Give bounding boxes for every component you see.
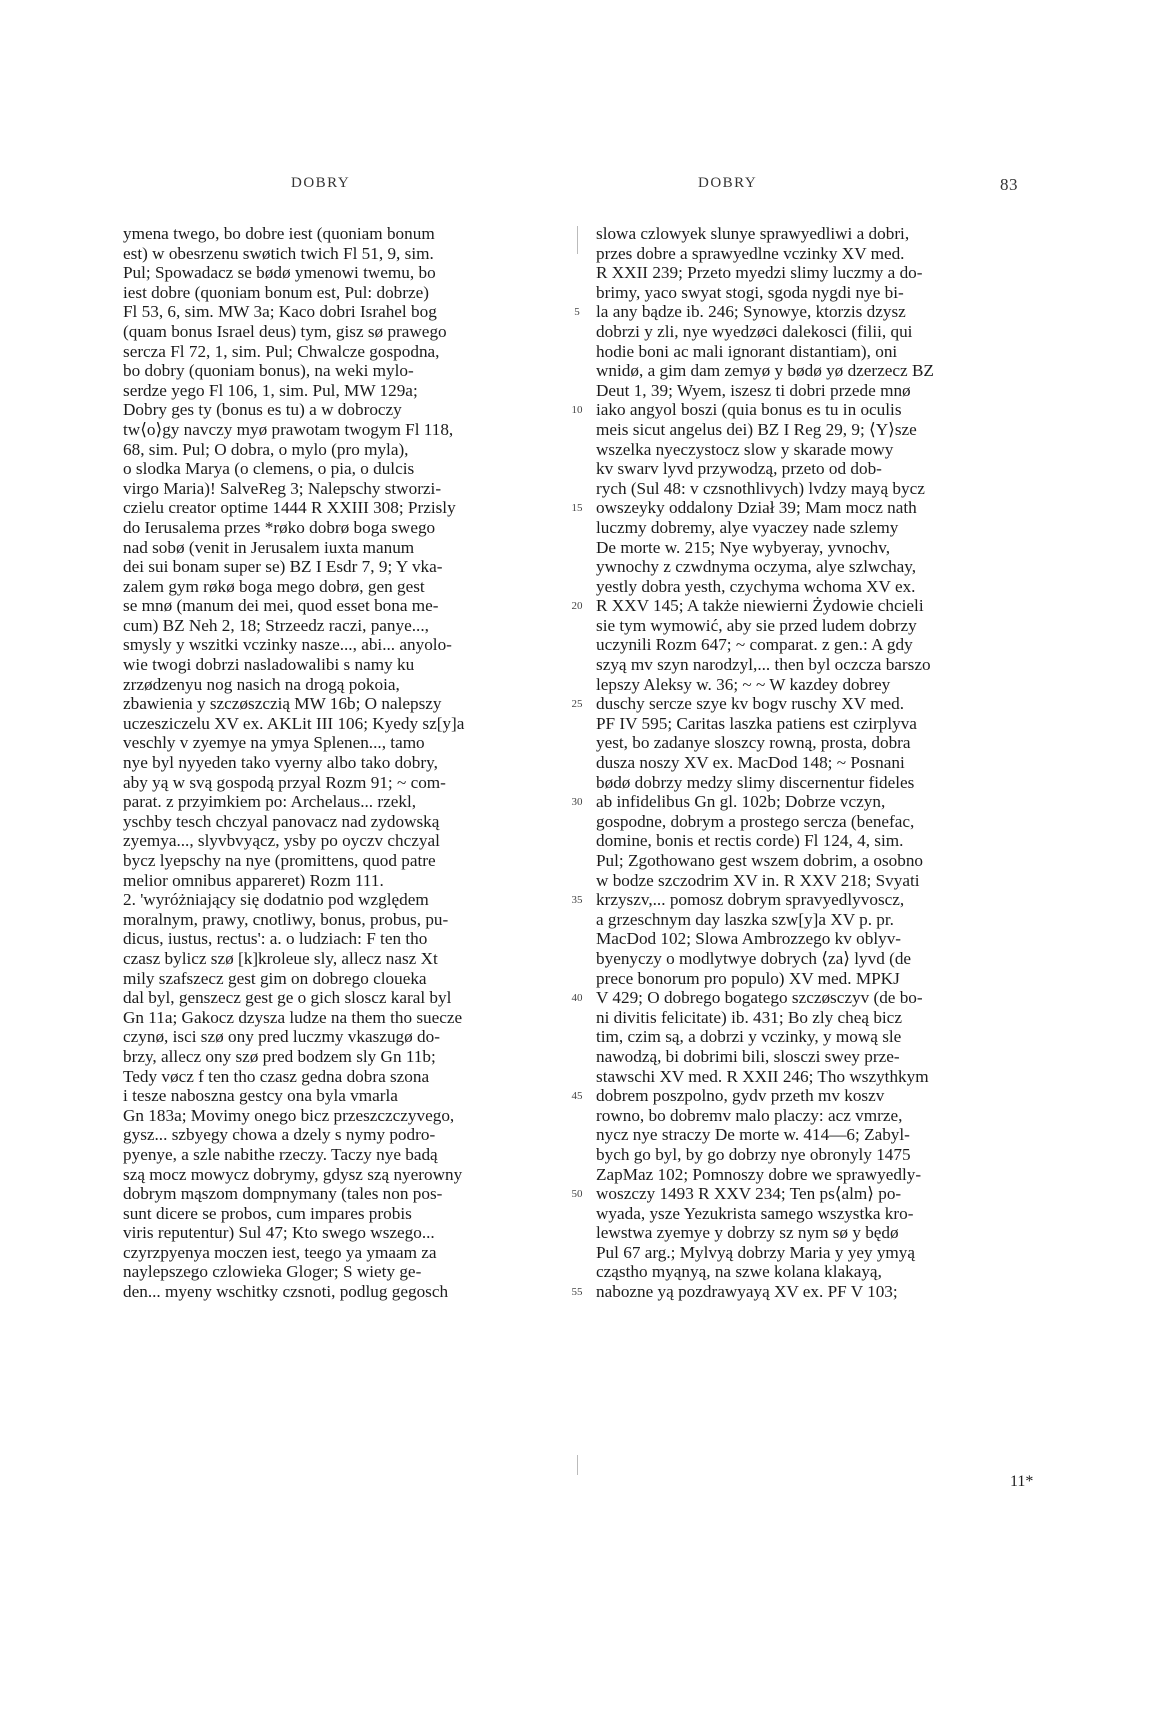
text-line: dei sui bonam super se) BZ I Esdr 7, 9; Y vka- bbox=[123, 557, 443, 577]
text-line: PF IV 595; Caritas laszka patiens est czirplyva bbox=[596, 713, 917, 733]
text-line: R XXII 239; Przeto myedzi slimy luczmy a do- bbox=[596, 263, 923, 283]
text-line: sie tym wymowić, aby sie przed ludem dobrzy bbox=[596, 615, 917, 635]
text-line: Gn 11a; Gakocz dzysza ludze na them tho suecze bbox=[123, 1007, 463, 1027]
text-line: yestly dobra yesth, czychyma wchoma XV ex. bbox=[596, 576, 916, 596]
text-line: ni divitis felicitate) ib. 431; Bo zly cheą bicz bbox=[596, 1007, 902, 1027]
text-line: 68, sim. Pul; O dobra, o mylo (pro myla), bbox=[123, 439, 409, 459]
text-line: zyemya..., slyvbvyącz, ysby po oyczv chczyal bbox=[123, 831, 440, 851]
text-line: yschby tesch chczyal panovacz nad zydowską bbox=[123, 811, 440, 831]
running-head-left: DOBRY bbox=[291, 175, 351, 191]
text-line: ywnochy z czwdnyma oczyma, alye szlwchay, bbox=[596, 557, 917, 577]
text-line: zrzødzenyu nog nasich na drogą pokoia, bbox=[123, 674, 400, 694]
text-line: woszczy 1493 R XXV 234; Ten ps⟨alm⟩ po- bbox=[596, 1184, 902, 1204]
text-line: MacDod 102; Slowa Ambrozzego kv oblyv- bbox=[596, 929, 902, 949]
text-line: szyą mv szyn narodzyl,... then byl oczcza barszo bbox=[596, 655, 931, 675]
text-line: prece bonorum pro populo) XV med. MPKJ bbox=[596, 968, 900, 988]
text-line: est) w obesrzenu swøtich twich Fl 51, 9, sim. bbox=[123, 243, 434, 263]
text-line: ymena twego, bo dobre iest (quoniam bonum bbox=[123, 224, 435, 243]
text-line: pyenye, a szle nabithe rzeczy. Taczy nye badą bbox=[123, 1144, 438, 1164]
text-line: se mnø (manum dei mei, quod esset bona me- bbox=[123, 596, 439, 616]
right-column bbox=[596, 224, 1027, 1302]
text-line: owszeyky oddalony Dział 39; Mam mocz nath bbox=[596, 498, 917, 518]
text-line: gospodne, dobrym a prostego sercza (benefac, bbox=[596, 811, 915, 831]
text-line: nye byl nyyeden tako vyerny albo tako dobry, bbox=[123, 753, 438, 773]
text-line: tim, czim są, a dobrzi y vczinky, y mową sle bbox=[596, 1027, 902, 1047]
text-line: Pul; Spowadacz se bødø ymenowi twemu, bo bbox=[123, 263, 436, 283]
line-number: 35 bbox=[571, 894, 583, 907]
text-line: dal byl, genszecz gest ge o gich sloscz karal byl bbox=[123, 988, 452, 1008]
text-line: o slodka Marya (o clemens, o pia, o dulcis bbox=[123, 459, 415, 479]
text-line: brzy, allecz ony szø pred bodzem sly Gn 11b; bbox=[123, 1046, 436, 1066]
text-line: wszelka nyeczystocz slow y skarade mowy bbox=[596, 439, 894, 459]
page-number: 83 bbox=[1000, 175, 1018, 194]
text-line: la any bądze ib. 246; Synowye, ktorzis dzysz bbox=[596, 302, 906, 322]
line-number: 15 bbox=[571, 502, 583, 515]
text-line: luczmy dobremy, alye vyaczey nade szlemy bbox=[596, 517, 899, 537]
text-line: duschy sercze szye kv bogv ruschy XV med. bbox=[596, 694, 905, 714]
text-line: Gn 183a; Movimy onego bicz przeszczczyvego, bbox=[123, 1105, 455, 1125]
text-line: rych (Sul 48: v czsnothlivych) lvdzy mayą bycz bbox=[596, 478, 925, 498]
text-line: tw⟨o⟩gy navczy myø prawotam twogym Fl 118, bbox=[123, 419, 454, 439]
text-line: virgo Maria)! SalveReg 3; Nalepschy stworzi- bbox=[123, 478, 442, 498]
text-line: yest, bo zadanye sloszcy rowną, prosta, dobra bbox=[596, 733, 911, 753]
text-line: Fl 53, 6, sim. MW 3a; Kaco dobri Israhel bog bbox=[123, 302, 437, 322]
text-line: lewstwa zyemye y dobrzy sz nym sø y będø bbox=[596, 1223, 899, 1243]
text-line: a grzeschnym day laszka szw[y]a XV p. pr. bbox=[596, 909, 894, 929]
text-line: czasz bylicz szø [k]kroleue sly, allecz nasz Xt bbox=[123, 948, 438, 968]
text-line: dusza noszy XV ex. MacDod 148; ~ Posnani bbox=[596, 753, 905, 773]
text-line: czyrzpyenya moczen iest, teego ya ymaam za bbox=[123, 1242, 437, 1262]
text-line: wie twogi dobrzi nasladowalibi s namy ku bbox=[123, 655, 415, 675]
text-line: naylepszego czlowieka Gloger; S wiety ge- bbox=[123, 1262, 422, 1282]
text-line: byenyczy o modlytwye dobrych ⟨za⟩ lyvd (de bbox=[596, 948, 912, 968]
text-line: (quam bonus Israel deus) tym, gisz sø prawego bbox=[123, 321, 447, 341]
text-line: cum) BZ Neh 2, 18; Strzeedz raczi, panye..., bbox=[123, 615, 429, 635]
left-column bbox=[123, 224, 554, 1302]
text-line: kv swarv lyvd przywodzą, przeto od dob- bbox=[596, 459, 882, 479]
text-line: aby yą w svą gospodą przyal Rozm 91; ~ com- bbox=[123, 772, 446, 792]
line-number: 20 bbox=[571, 600, 583, 613]
text-line: parat. z przyimkiem po: Archelaus... rzekl, bbox=[123, 792, 417, 812]
text-line: veschly v zyemye na ymya Splenen..., tamo bbox=[123, 733, 425, 753]
text-line: bycz lyepschy na nye (promittens, quod patre bbox=[123, 851, 436, 870]
running-head-right: DOBRY bbox=[698, 175, 758, 191]
text-line: zalem gym røkø boga mego dobrø, gen gest bbox=[123, 576, 425, 596]
line-number: 25 bbox=[571, 698, 583, 711]
line-number: 30 bbox=[571, 796, 583, 809]
text-line: szą mocz mowycz dobrymy, gdysz szą nyerowny bbox=[123, 1164, 463, 1184]
text-line: V 429; O dobrego bogatego szczøsczyv (de bo- bbox=[596, 988, 923, 1008]
text-line: iest dobre (quoniam bonum est, Pul: dobrze) bbox=[123, 282, 429, 302]
text-line: moralnym, prawy, cnotliwy, bonus, probus, pu- bbox=[123, 909, 449, 929]
text-line: slowa czlowyek slunye sprawyedliwi a dobri, bbox=[596, 224, 910, 243]
text-line: meis sicut angelus dei) BZ I Reg 29, 9; ⟨Y⟩sze bbox=[596, 419, 917, 439]
line-number: 10 bbox=[571, 404, 583, 417]
text-line: nad sobø (venit in Jerusalem iuxta manum bbox=[123, 537, 415, 557]
text-line: rowno, bo dobremv malo placzy: acz vmrze, bbox=[596, 1105, 903, 1125]
text-line: czynø, isci szø ony pred luczmy vkaszugø do- bbox=[123, 1027, 440, 1047]
text-line: dobrzi y zli, nye wyedzøci dalekosci (filii, qui bbox=[596, 321, 913, 341]
text-line: ZapMaz 102; Pomnoszy dobre we sprawyedly- bbox=[596, 1164, 922, 1184]
text-line: Deut 1, 39; Wyem, iszesz ti dobri przede mnø bbox=[596, 380, 911, 400]
text-line: smysly y wszitki vczinky nasze..., abi... anyolo- bbox=[123, 635, 452, 655]
text-line: domine, bonis et rectis corde) Fl 124, 4, sim. bbox=[596, 831, 904, 851]
signature-mark: 11* bbox=[1010, 1473, 1034, 1490]
column-divider-top bbox=[577, 226, 578, 254]
text-line: do Ierusalema przes *røko dobrø boga swego bbox=[123, 517, 436, 537]
line-number: 40 bbox=[571, 992, 583, 1005]
text-line: brimy, yaco swyat stogi, sgoda nygdi nye bi- bbox=[596, 282, 904, 302]
line-number: 45 bbox=[571, 1090, 583, 1103]
text-line: krzyszv,... pomosz dobrym spravyedlyvoscz, bbox=[596, 890, 905, 910]
text-line: uczynili Rozm 647; ~ comparat. z gen.: A gdy bbox=[596, 635, 913, 655]
line-number: 55 bbox=[571, 1286, 583, 1299]
text-line: bo dobry (quoniam bonus), na weki mylo- bbox=[123, 361, 414, 381]
text-line: stawschi XV med. R XXII 246; Tho wszythkym bbox=[596, 1066, 929, 1086]
text-line: i tesze naboszna gestcy ona byla vmarla bbox=[123, 1086, 398, 1106]
text-line: gysz... szbyegy chowa a dzely s nymy podro- bbox=[123, 1125, 436, 1145]
text-line: nabozne yą pozdrawyayą XV ex. PF V 103; bbox=[596, 1282, 898, 1302]
text-line: wyada, ysze Yezukrista samego wszystka kro- bbox=[596, 1203, 914, 1223]
text-line: Dobry ges ty (bonus es tu) a w dobroczy bbox=[123, 400, 402, 420]
line-number: 5 bbox=[574, 306, 580, 319]
text-line: czielu creator optime 1444 R XXIII 308; Przisly bbox=[123, 498, 456, 518]
text-line: Tedy vøcz f ten tho czasz gedna dobra szona bbox=[123, 1066, 430, 1086]
text-line: bych go byl, by go dobrzy nye obronyly 1475 bbox=[596, 1144, 911, 1164]
text-line: w bodze szczodrim XV in. R XXV 218; Svyati bbox=[596, 870, 920, 890]
text-line: przes dobre a sprawyedlne vczinky XV med. bbox=[596, 243, 905, 263]
text-line: dicus, iustus, rectus': a. o ludziach: F ten tho bbox=[123, 929, 428, 949]
text-line: Pul 67 arg.; Mylvyą dobrzy Maria y yey ymyą bbox=[596, 1242, 916, 1262]
text-line: zbawienia y szczøszczią MW 16b; O nalepszy bbox=[123, 694, 442, 714]
text-line: De morte w. 215; Nye wybyeray, yvnochv, bbox=[596, 537, 891, 557]
text-line: serdze yego Fl 106, 1, sim. Pul, MW 129a; bbox=[123, 380, 418, 400]
text-line: lepszy Aleksy w. 36; ~ ~ W kazdey dobrey bbox=[596, 674, 891, 694]
text-line: Pul; Zgothowano gest wszem dobrim, a osobno bbox=[596, 851, 924, 870]
text-line: melior omnibus appareret) Rozm 111. bbox=[123, 870, 384, 890]
line-number: 50 bbox=[571, 1188, 583, 1201]
text-line: R XXV 145; A także niewierni Żydowie chcieli bbox=[596, 596, 924, 616]
text-line: hodie boni ac mali ignorant distantiam), oni bbox=[596, 341, 898, 361]
text-line: iako angyol boszi (quia bonus es tu in oculis bbox=[596, 400, 902, 420]
text-line: sunt dicere se probos, cum impares probis bbox=[123, 1203, 412, 1223]
text-line: 2. 'wyróżniający się dodatnio pod względem bbox=[123, 890, 429, 910]
text-line: sercza Fl 72, 1, sim. Pul; Chwalcze gospodna, bbox=[123, 341, 440, 361]
text-line: nycz nye straczy De morte w. 414—6; Zabyl- bbox=[596, 1125, 910, 1145]
text-line: uczesziczelu XV ex. AKLit III 106; Kyedy sz[y]a bbox=[123, 713, 465, 733]
text-line: den... myeny wschitky czsnoti, podlug gegosch bbox=[123, 1282, 449, 1302]
text-line: nawodzą, bi dobrimi bili, slosczi swey prze- bbox=[596, 1046, 900, 1066]
text-line: bødø dobrzy medzy slimy discernentur fideles bbox=[596, 772, 915, 792]
text-line: dobrym mąszom dompnymany (tales non pos- bbox=[123, 1184, 443, 1204]
text-line: wnidø, a gim dam zemyø y bødø yø dzerzecz BZ bbox=[596, 361, 934, 381]
text-line: cząstho myąnyą, na szwe kolana klakayą, bbox=[596, 1262, 882, 1282]
text-line: viris reputentur) Sul 47; Kto swego wszego... bbox=[123, 1223, 435, 1243]
text-line: mily szafszecz gest gim on dobrego cloueka bbox=[123, 968, 427, 988]
text-line: dobrem poszpolno, gydv przeth mv koszv bbox=[596, 1086, 885, 1106]
column-divider-bottom bbox=[577, 1455, 578, 1475]
text-line: ab infidelibus Gn gl. 102b; Dobrze vczyn, bbox=[596, 792, 886, 812]
